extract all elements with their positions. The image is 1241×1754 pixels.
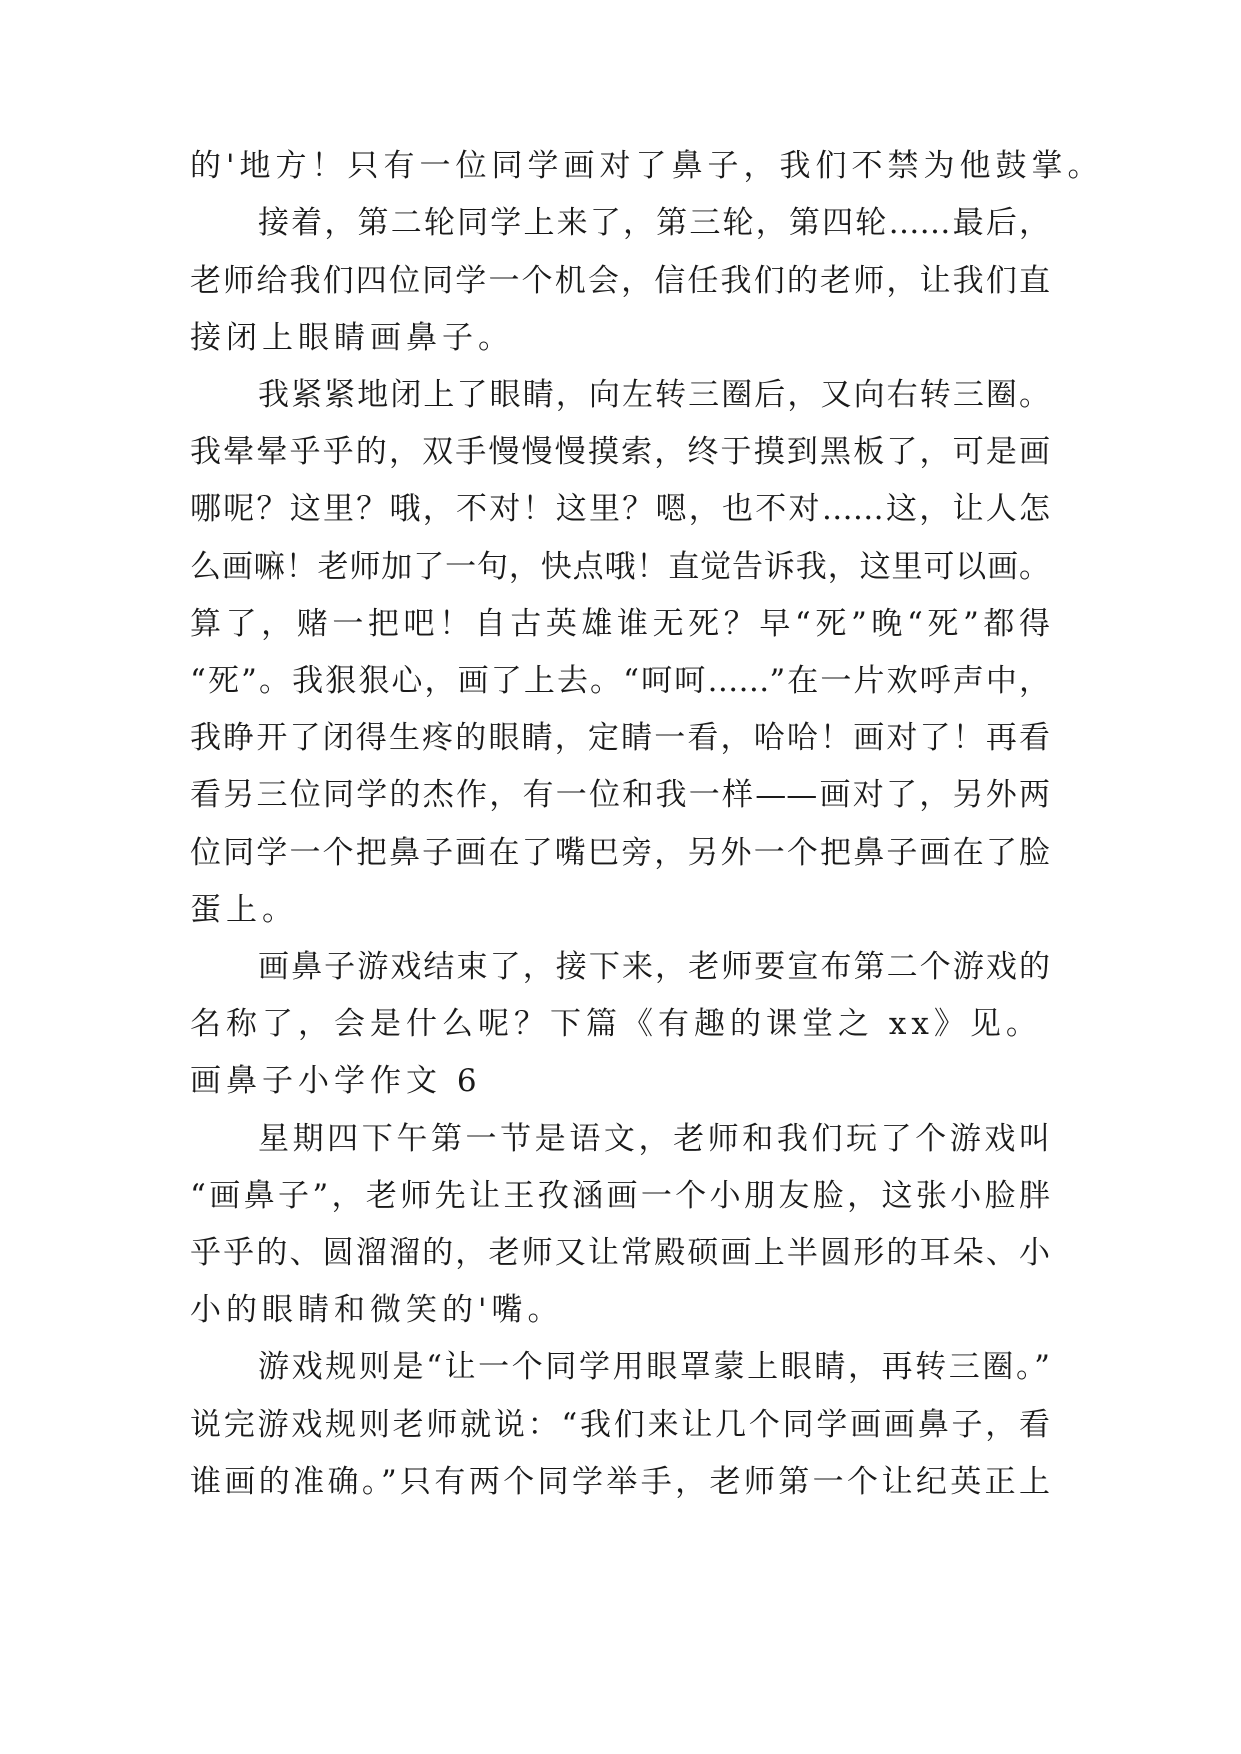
text-line: 哪呢？这里？哦，不对！这里？嗯，也不对……这，让人怎 [190, 491, 1050, 527]
text-line: 名称了，会是什么呢？下篇《有趣的课堂之 xx》见。 [190, 1006, 1042, 1042]
text-line: 看另三位同学的杰作，有一位和我一样——画对了，另外两 [190, 777, 1050, 813]
text-line: 乎乎的、圆溜溜的，老师又让常殿硕画上半圆形的耳朵、小 [190, 1235, 1050, 1271]
text-line: 老师给我们四位同学一个机会，信任我们的老师，让我们直 [190, 263, 1050, 299]
text-line: 画鼻子游戏结束了，接下来，老师要宣布第二个游戏的 [258, 949, 1050, 985]
text-line: 星期四下午第一节是语文，老师和我们玩了个游戏叫 [258, 1121, 1050, 1157]
text-line: “画鼻子”，老师先让王孜涵画一个小朋友脸，这张小脸胖 [190, 1178, 1050, 1214]
text-line: 位同学一个把鼻子画在了嘴巴旁，另外一个把鼻子画在了脸 [190, 835, 1050, 871]
text-line: 说完游戏规则老师就说：“我们来让几个同学画画鼻子，看 [190, 1407, 1050, 1443]
text-line: 我睁开了闭得生疼的眼睛，定睛一看，哈哈！画对了！再看 [190, 720, 1050, 756]
text-line: 接着，第二轮同学上来了，第三轮，第四轮……最后， [258, 205, 1050, 241]
text-line: 算了，赌一把吧！自古英雄谁无死？早“死”晚“死”都得 [190, 606, 1050, 642]
text-line: 么画嘛！老师加了一句，快点哦！直觉告诉我，这里可以画。 [190, 549, 1050, 585]
text-line: 的'地方！只有一位同学画对了鼻子，我们不禁为他鼓掌。 [190, 148, 1104, 184]
text-line: 小的眼睛和微笑的'嘴。 [190, 1292, 564, 1328]
text-line: 谁画的准确。”只有两个同学举手，老师第一个让纪英正上 [190, 1464, 1050, 1500]
text-line: 我紧紧地闭上了眼睛，向左转三圈后，又向右转三圈。 [258, 377, 1050, 413]
section-heading: 画鼻子小学作文 6 [190, 1063, 482, 1099]
text-line: 蛋上。 [190, 892, 298, 928]
text-line: 游戏规则是“让一个同学用眼罩蒙上眼睛，再转三圈。” [258, 1349, 1050, 1385]
text-line: 接闭上眼睛画鼻子。 [190, 320, 514, 356]
text-line: 我晕晕乎乎的，双手慢慢慢摸索，终于摸到黑板了，可是画 [190, 434, 1050, 470]
text-line: “死”。我狠狠心，画了上去。“呵呵……”在一片欢呼声中， [190, 663, 1050, 699]
